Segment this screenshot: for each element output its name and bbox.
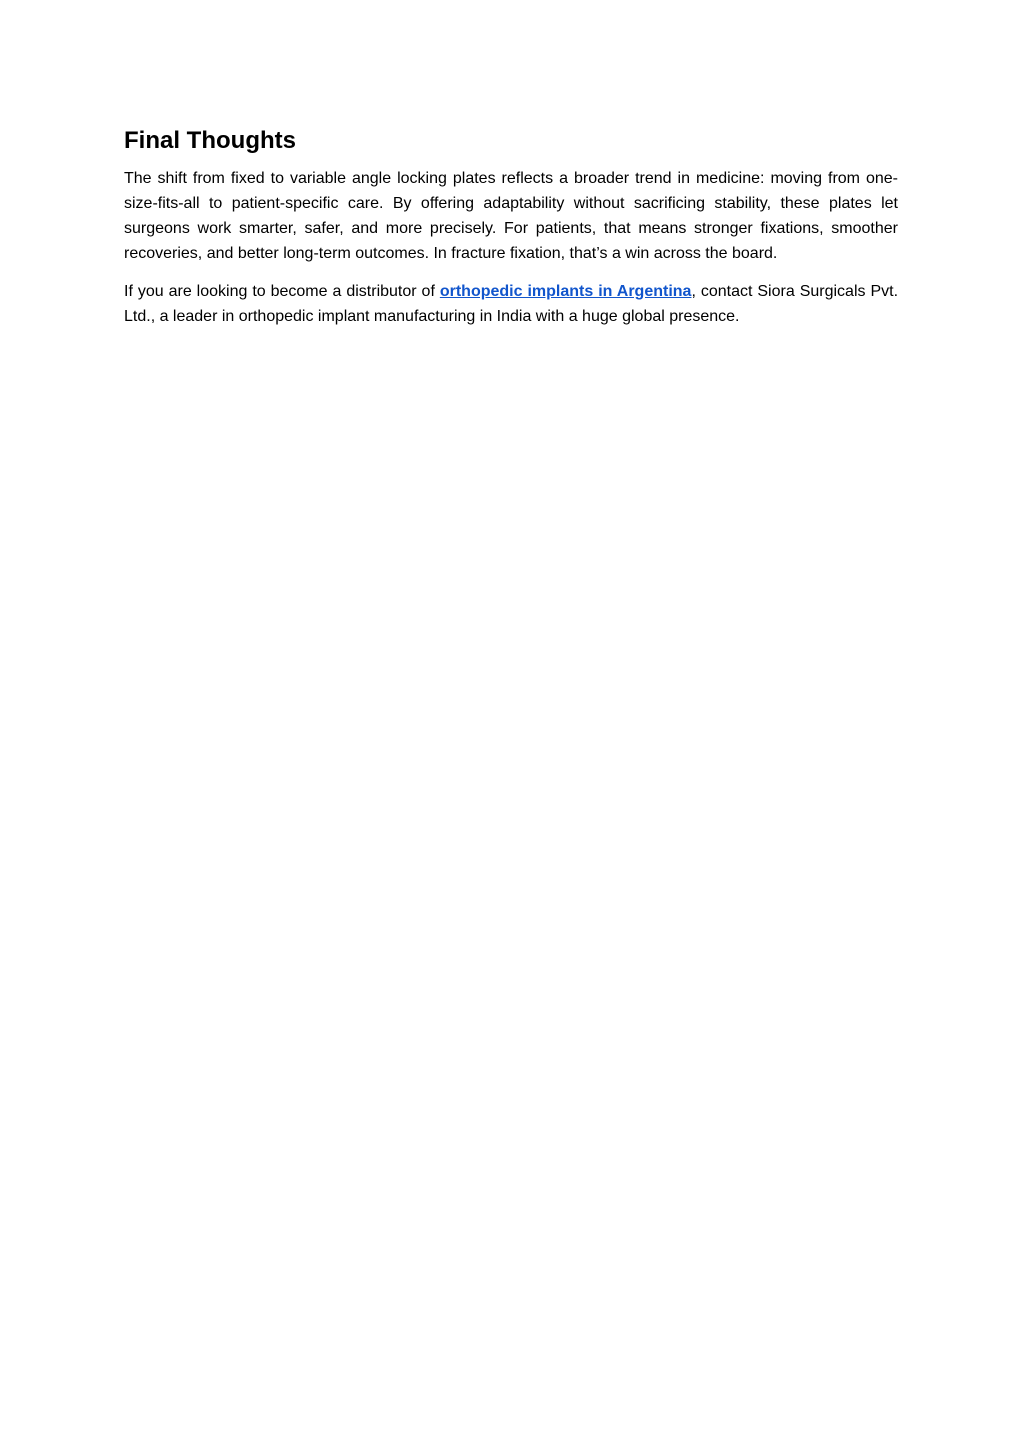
distributor-paragraph <box>124 279 898 329</box>
document-body <box>124 124 898 342</box>
section-heading: Final Thoughts <box>124 127 296 154</box>
body-paragraph: The shift from fixed to variable angle locking plates reflects a broader trend in medicine: moving from one-size-fits-all to patient-specific care. By offering adaptability without sacrificing stability, these plates let surgeons work smarter, safer, and more precisely. For patients, that means stronger fixations, smoother recoveries, and better long-term outcomes. In fracture fixation, that’s a win across the board. <box>124 170 898 262</box>
paragraph-text-before-link: If you are looking to become a distributor of <box>124 283 440 300</box>
paragraph-text-after-link: , contact Siora Surgicals Pvt. Ltd., a leader in orthopedic implant manufacturing in India with a huge global presence. <box>124 283 899 325</box>
argentina-implants-link[interactable]: orthopedic implants in Argentina <box>439 283 692 300</box>
